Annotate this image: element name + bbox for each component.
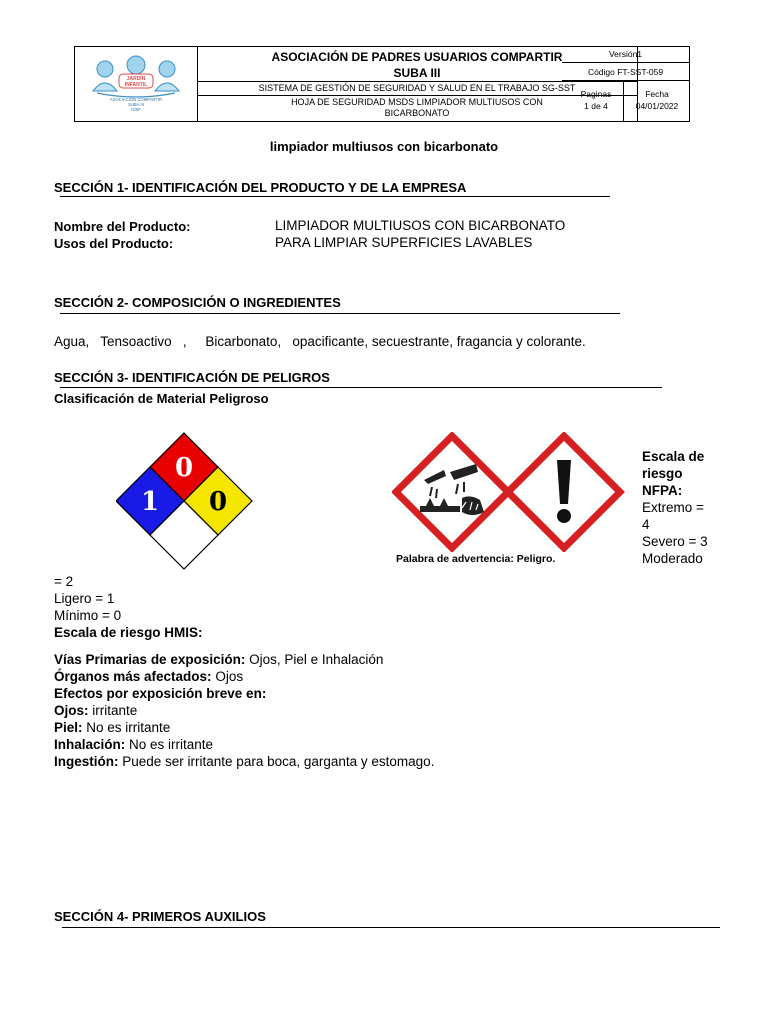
management-system: SISTEMA DE GESTIÓN DE SEGURIDAD Y SALUD EN EL TRABAJO SG-SST (197, 82, 637, 96)
organization-name-line1: ASOCIACIÓN DE PADRES USUARIOS COMPARTIR (271, 50, 563, 64)
product-name-label: Nombre del Producto: (54, 219, 191, 234)
nfpa-scale-minimo: Mínimo = 0 (54, 608, 122, 623)
section1-underline (60, 196, 610, 197)
ghs-signal-word-caption: Palabra de advertencia: Peligro. (396, 553, 556, 565)
nfpa-scale-severo: Severo = 3 (642, 534, 708, 549)
date-value: 04/01/2022 (635, 101, 679, 111)
nfpa-fire-value: 0 (174, 453, 194, 483)
ingredients-text: Agua, Tensoactivo , Bicarbonato, opacificante, secuestrante, fragancia y colorante. (54, 334, 586, 349)
exposure-routes (54, 651, 714, 668)
nfpa-scale-extremo-2: 4 (642, 517, 650, 532)
nfpa-scale-moderado-1: Moderado (642, 551, 703, 566)
nfpa-scale-extremo-1: Extremo = (642, 500, 704, 515)
nfpa-scale-moderado-2: = 2 (54, 574, 74, 589)
section1-heading: SECCIÓN 1- IDENTIFICACIÓN DEL PRODUCTO Y DE LA EMPRESA (54, 180, 467, 195)
nfpa-scale-title-2: riesgo (642, 466, 683, 481)
affected-organs-value: Ojos (211, 669, 244, 684)
effect-inhalation-value: No es irritante (125, 737, 214, 752)
nfpa-reactivity-value: 0 (208, 487, 228, 517)
section4-heading: SECCIÓN 4- PRIMEROS AUXILIOS (54, 909, 266, 924)
pages-label: Paginas (580, 89, 612, 99)
corrosion-pictogram-icon (396, 436, 508, 548)
nfpa-diamond (116, 431, 256, 571)
date-label: Fecha (645, 89, 669, 99)
nfpa-health-value: 1 (140, 487, 160, 517)
logo-text-icbf: ICBF (131, 107, 141, 112)
nfpa-scale-ligero: Ligero = 1 (54, 591, 115, 606)
nfpa-scale-title-3: NFPA: (642, 483, 683, 498)
section2-underline (60, 313, 620, 314)
effect-eyes-label: Ojos: (54, 703, 89, 718)
nfpa-scale-title-1: Escala de (642, 449, 705, 464)
section3-heading: SECCIÓN 3- IDENTIFICACIÓN DE PELIGROS (54, 370, 330, 385)
logo-text-infantil: INFANTIL (124, 82, 148, 88)
sheet-title-line1: HOJA DE SEGURIDAD MSDS LIMPIADOR MULTIUSOS CON (291, 97, 543, 107)
organization-logo (75, 47, 198, 121)
nfpa-scale (642, 448, 732, 567)
exclamation-pictogram-icon (508, 436, 620, 548)
effect-skin-value: No es irritante (82, 720, 171, 735)
effect-eyes-value: irritante (88, 703, 138, 718)
sheet-title-line2: BICARBONATO (384, 108, 450, 118)
effect-ingestion-value: Puede ser irritante para boca, garganta y estomago. (118, 754, 435, 769)
logo-text-suba: SUBA III (128, 102, 144, 107)
ghs-pictograms (392, 432, 628, 552)
exposure-routes-value: Ojos, Piel e Inhalación (245, 652, 384, 667)
effect-eyes (54, 702, 714, 719)
effect-ingestion (54, 753, 714, 770)
organization-name-line2: SUBA III (393, 66, 441, 80)
hmis-scale-heading: Escala de riesgo HMIS: (54, 625, 203, 640)
affected-organs-label: Órganos más afectados: (54, 669, 212, 684)
section3-underline (60, 387, 662, 388)
logo-graphic (75, 47, 197, 121)
version-label: Versión1 (562, 46, 689, 63)
product-name-value: LIMPIADOR MULTIUSOS CON BICARBONATO (275, 218, 566, 233)
section4-underline (62, 927, 720, 928)
section2-heading: SECCIÓN 2- COMPOSICIÓN O INGREDIENTES (54, 295, 341, 310)
effect-skin-label: Piel: (54, 720, 83, 735)
effect-skin (54, 719, 714, 736)
document-code: Código FT-SST-059 (562, 63, 689, 81)
affected-organs (54, 668, 714, 685)
document-title: limpiador multiusos con bicarbonato (269, 139, 499, 154)
meta-divider (623, 81, 624, 121)
logo-text-jardin: JARDÍN (126, 76, 146, 82)
product-uses-label: Usos del Producto: (54, 236, 174, 251)
product-uses-value: PARA LIMPIAR SUPERFICIES LAVABLES (275, 235, 533, 250)
exposure-routes-label: Vías Primarias de exposición: (54, 652, 246, 667)
logo-text-asociacion: ASOCIACIÓN COMPARTIR (109, 97, 163, 102)
pages-value: 1 de 4 (584, 101, 608, 111)
effect-ingestion-label: Ingestión: (54, 754, 119, 769)
effect-inhalation (54, 736, 714, 753)
brief-exposure-effects-heading: Efectos por exposición breve en: (54, 686, 267, 701)
hazard-details (54, 573, 714, 770)
effect-inhalation-label: Inhalación: (54, 737, 126, 752)
hazard-classification-subheading: Clasificación de Material Peligroso (54, 391, 269, 406)
